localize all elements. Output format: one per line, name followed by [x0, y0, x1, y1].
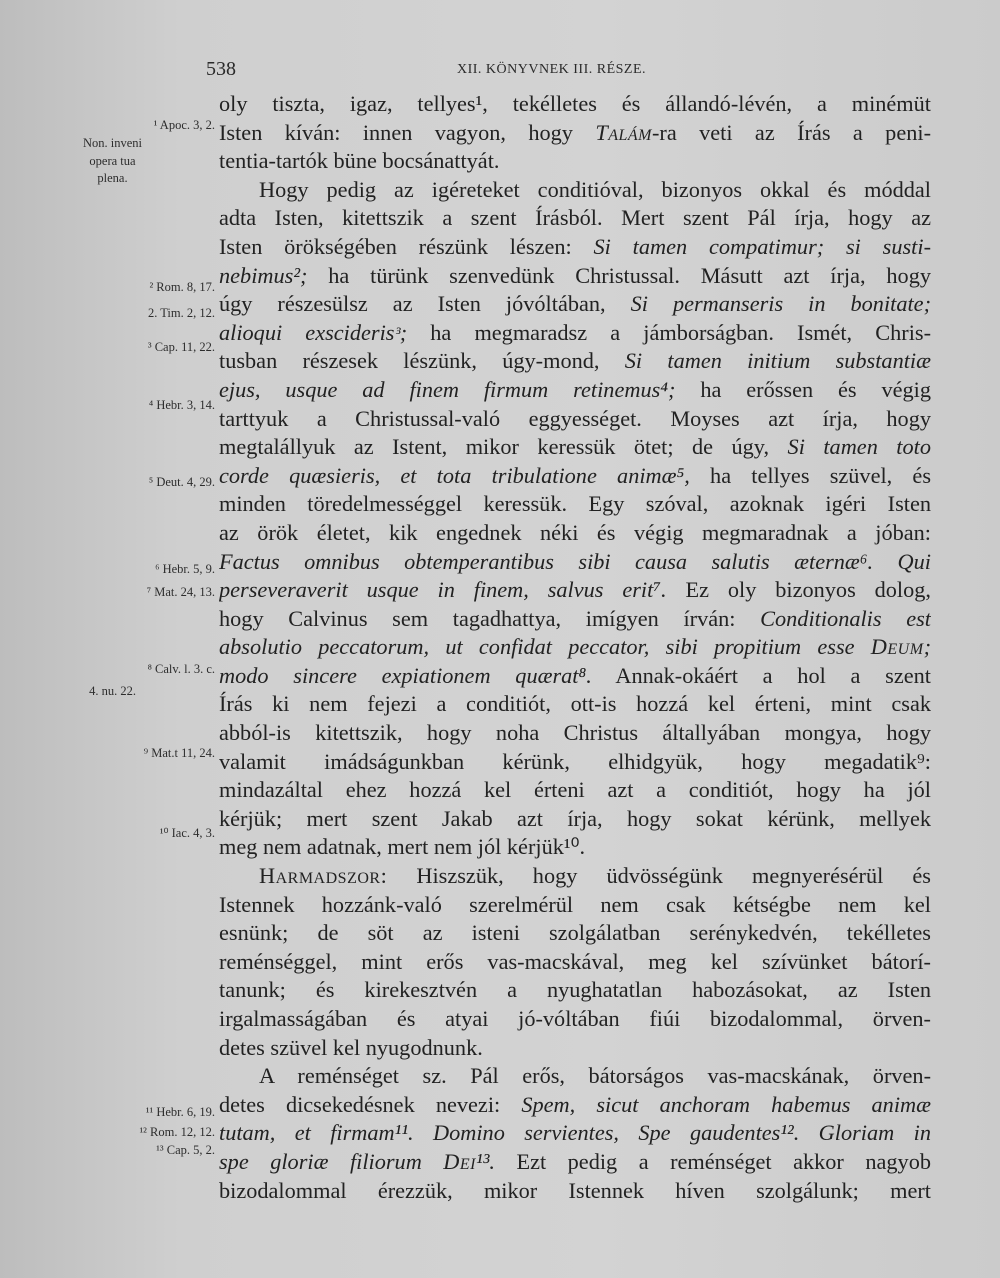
text-line: irgalmasságában és atyai jó-vóltában fiúi bizodalommal, örven-: [219, 1006, 931, 1031]
margin-note: ⁶ Hebr. 5, 9.: [155, 562, 215, 576]
text-line: adta Isten, kitettszik a szent Írásból. Mert szent Pál írja, hogy az: [219, 205, 931, 231]
margin-note: ¹³ Cap. 5, 2.: [156, 1143, 215, 1157]
margin-note: ² Rom. 8, 17.: [149, 280, 215, 294]
text-line: Írás ki nem fejezi a conditiót, ott-is hozzá kel érteni, mint csak: [219, 691, 931, 717]
margin-note: ³ Cap. 11, 22.: [147, 340, 215, 354]
text-line: minden töredelmességgel keressük. Egy szóval, azoknak igéri Isten: [219, 491, 931, 517]
margin-note: 4. nu. 22.: [89, 684, 136, 698]
text-line: Factus omnibus obtemperantibus sibi causa salutis æternæ⁶. Qui: [219, 548, 931, 574]
text-line: detes dicsekedésnek nevezi: Spem, sicut anchoram habemus animæ: [219, 1091, 931, 1117]
margin-references: [0, 0, 215, 1278]
margin-note: ¹ Apoc. 3, 2.: [153, 118, 215, 132]
margin-note: opera tua: [89, 154, 136, 168]
text-line: spe gloriæ filiorum Dei¹³. Ezt pedig a reménséget akkor nagyob: [219, 1148, 931, 1174]
text-line: Harmadszor: Hiszszük, hogy üdvösségünk megnyerésérül és: [259, 863, 931, 889]
page-number: 538: [206, 58, 236, 80]
margin-note: ⁸ Calv. l. 3. c.: [147, 662, 215, 676]
text-line: Hogy pedig az igéreteket conditióval, bizonyos okkal és móddal: [259, 176, 931, 202]
text-line: oly tiszta, igaz, tellyes¹, tekélletes és állandó-lévén, a minémüt: [219, 91, 931, 116]
margin-note: 2. Tim. 2, 12.: [147, 306, 215, 320]
text-line: Isten kíván: innen vagyon, hogy Talám-ra veti az Írás a peni-: [219, 119, 931, 145]
text-line: tentia-tartók büne bocsánattyát.: [219, 148, 500, 174]
text-line: corde quæsieris, et tota tribulatione animæ⁵, ha tellyes szüvel, és: [219, 462, 931, 488]
text-line: úgy részesülsz az Isten jóvóltában, Si permanseris in bonitate;: [219, 291, 931, 317]
text-line: tarttyuk a Christussal-való eggyességet. Moyses azt írja, hogy: [219, 405, 931, 431]
text-line: tanunk; és kirekesztvén a nyughatatlan habozásokat, az Isten: [219, 977, 931, 1003]
text-line: Isten örökségében részünk lészen: Si tamen compatimur; si susti-: [219, 233, 931, 259]
margin-note: Non. inveni: [82, 136, 143, 150]
text-line: tusban részesek lészünk, úgy-mond, Si tamen initium substantiæ: [219, 348, 931, 374]
text-line: bizodalommal érezzük, mikor Istennek híven szolgálunk; mert: [219, 1177, 931, 1203]
margin-note: ⁴ Hebr. 3, 14.: [148, 398, 215, 412]
text-line: az örök életet, kik engednek néki és végig megmaradnak a jóban:: [219, 519, 931, 545]
text-line: perseveraverit usque in finem, salvus erit⁷. Ez oly bizonyos dolog,: [219, 577, 931, 603]
text-line: Istennek hozzánk-való szerelmérül nem csak kétségbe nem kel: [219, 891, 931, 917]
text-line: kérjük; mert szent Jakab azt írja, hogy sokat kérünk, mellyek: [219, 805, 931, 831]
text-line: detes szüvel kel nyugodnunk.: [219, 1034, 483, 1060]
text-line: absolutio peccatorum, ut confidat peccator, sibi propitium esse Deum;: [219, 634, 931, 660]
text-line: meg nem adatnak, mert nem jól kérjük¹⁰.: [219, 834, 586, 860]
margin-note: ¹⁰ Iac. 4, 3.: [159, 826, 215, 840]
margin-note: ⁵ Deut. 4, 29.: [148, 475, 215, 489]
text-line: alioqui exsciderisᶟ; ha megmaradsz a jámborságban. Ismét, Chris-: [219, 319, 931, 345]
text-line: ejus, usque ad finem firmum retinemus⁴; ha erőssen és végig: [219, 376, 931, 402]
margin-note: ¹² Rom. 12, 12.: [139, 1125, 215, 1139]
text-line: A reménséget sz. Pál erős, bátorságos vas-macskának, örven-: [259, 1063, 931, 1089]
text-line: megtalállyuk az Istent, mikor keressük ötet; de úgy, Si tamen toto: [219, 434, 931, 460]
text-line: modo sincere expiationem quærat⁸. Annak-okáért a hol a szent: [219, 662, 931, 688]
margin-note: plena.: [97, 171, 128, 185]
margin-note: ⁷ Mat. 24, 13.: [146, 585, 215, 599]
margin-note: ¹¹ Hebr. 6, 19.: [145, 1105, 215, 1119]
text-line: tutam, et firmam¹¹. Domino servientes, Spe gaudentes¹². Gloriam in: [219, 1120, 931, 1146]
text-line: reménséggel, mint erős vas-macskával, meg kel szívünket bátorí-: [219, 948, 931, 974]
margin-note: ⁹ Mat.t 11, 24.: [143, 746, 215, 760]
running-head: XII. KÖNYVNEK III. RÉSZE.: [457, 62, 647, 77]
text-line: mindazáltal ehez hozzá kel érteni azt a conditiót, hogy ha jól: [219, 777, 931, 803]
text-line: esnünk; de söt az isteni szolgálatban serénykedvén, tekélletes: [219, 920, 931, 946]
text-line: abból-is kitettszik, hogy noha Christus általlyában mongya, hogy: [219, 720, 931, 746]
body-text: [219, 90, 931, 1205]
text-line: hogy Calvinus sem tagadhattya, imígyen írván: Conditionalis est: [219, 605, 931, 631]
text-line: valamit imádságunkban kérünk, elhidgyük, hogy megadatik⁹:: [219, 748, 931, 774]
text-line: nebimus²; ha türünk szenvedünk Christussal. Másutt azt írja, hogy: [219, 262, 931, 288]
